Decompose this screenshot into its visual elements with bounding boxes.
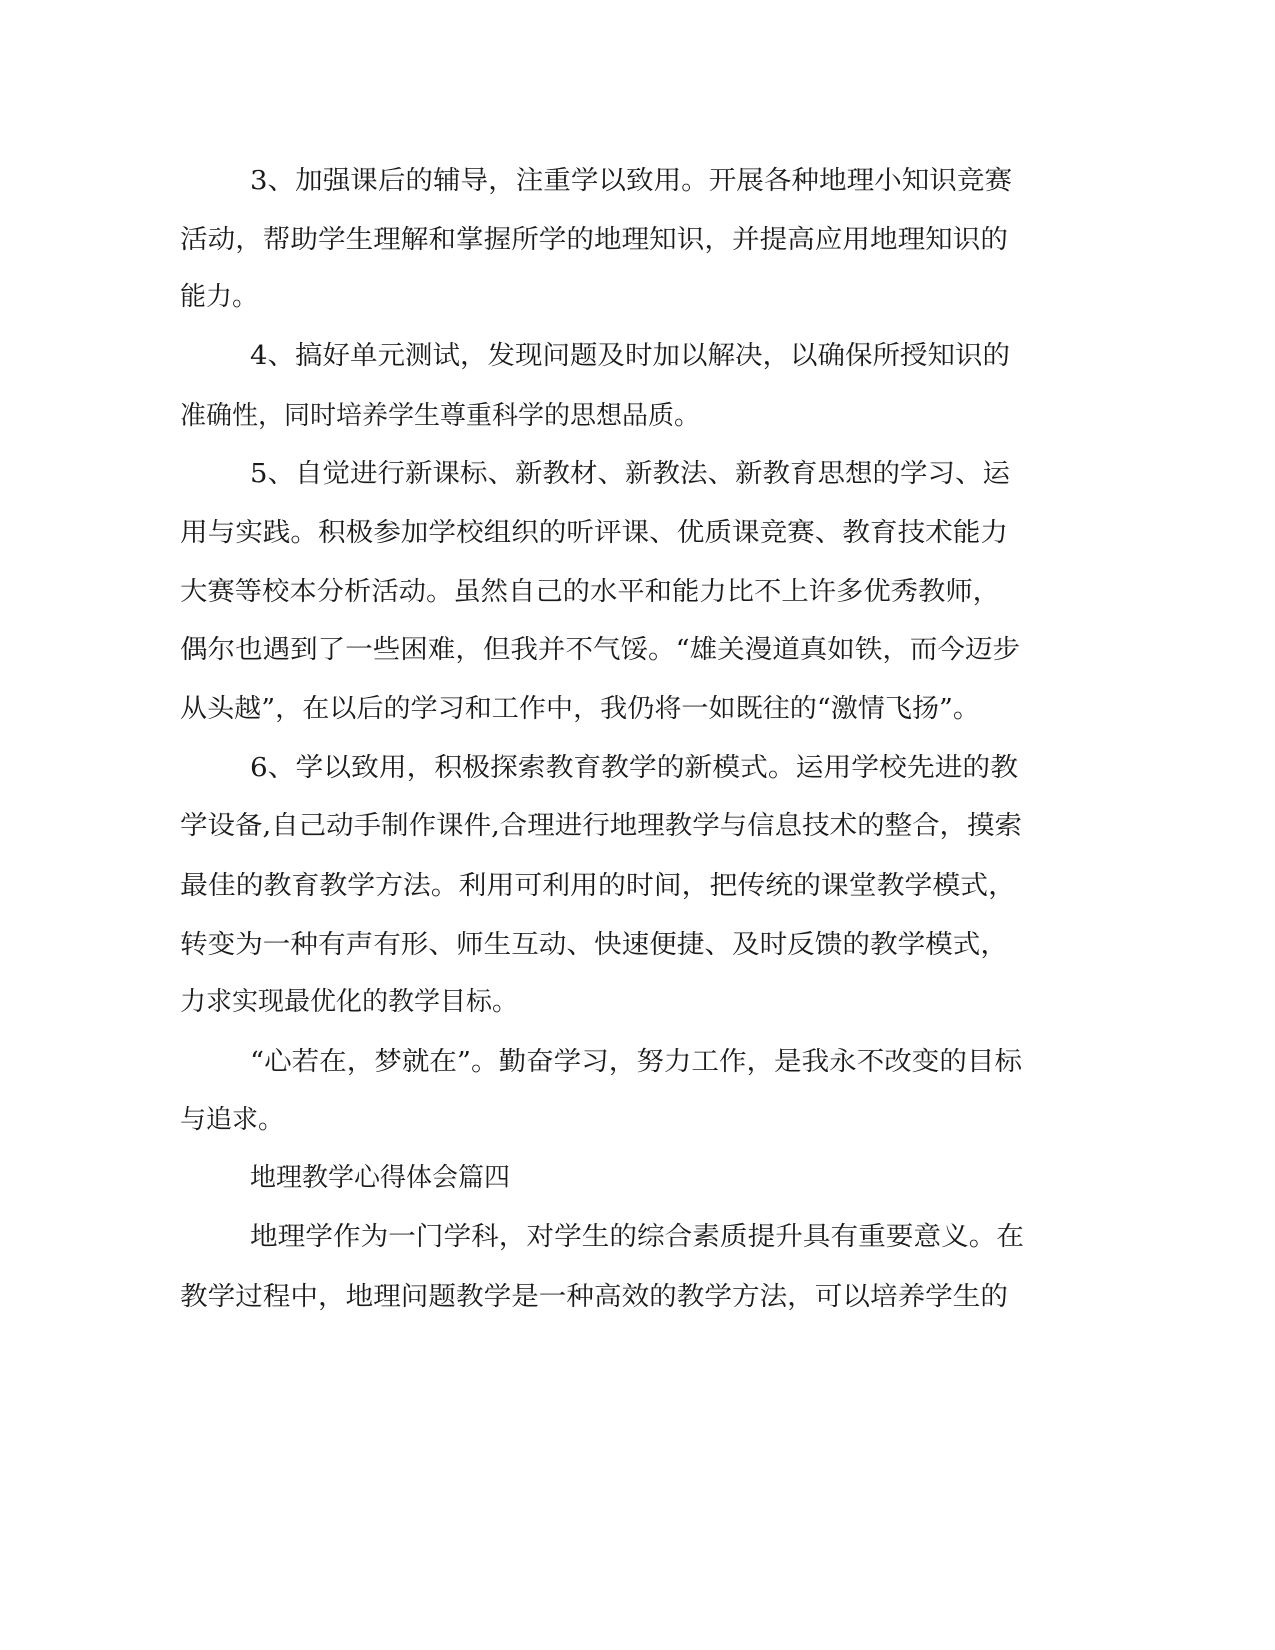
text-line-content: 用与实践。积极参加学校组织的听评课、优质课竞赛、教育技术能力 xyxy=(180,518,1008,548)
text-line xyxy=(0,220,1275,260)
text-line xyxy=(0,866,1275,906)
text-line xyxy=(0,630,1275,670)
text-line xyxy=(0,277,1275,317)
text-line-content: 4、搞好单元测试，发现问题及时加以解决，以确保所授知识的 xyxy=(250,341,1011,371)
text-line xyxy=(0,982,1275,1022)
text-line-content: 转变为一种有声有形、师生互动、快速便捷、及时反馈的教学模式， xyxy=(180,930,1008,960)
text-line-content: 5、自觉进行新课标、新教材、新教法、新教育思想的学习、运 xyxy=(250,459,1011,489)
text-line-content: 能力。 xyxy=(180,282,259,312)
text-line-content: 与追求。 xyxy=(180,1105,285,1135)
text-line-content: 从头越”，在以后的学习和工作中，我仍将一如既往的“激情飞扬”。 xyxy=(180,694,980,724)
text-line-content: 学设备,自己动手制作课件,合理进行地理教学与信息技术的整合，摸索 xyxy=(180,811,1023,841)
text-line-content: 活动，帮助学生理解和掌握所学的地理知识，并提高应用地理知识的 xyxy=(180,225,1008,255)
text-line-content: 3、加强课后的辅导，注重学以致用。开展各种地理小知识竞赛 xyxy=(250,166,1013,196)
text-line xyxy=(0,748,1275,788)
text-line-content: 地理学作为一门学科，对学生的综合素质提升具有重要意义。在 xyxy=(250,1222,1025,1252)
text-line xyxy=(0,1277,1275,1317)
text-line xyxy=(0,1217,1275,1257)
text-line-content: “心若在，梦就在”。勤奋学习，努力工作，是我永不改变的目标 xyxy=(250,1047,1023,1077)
text-line-content: 6、学以致用，积极探索教育教学的新模式。运用学校先进的教 xyxy=(250,753,1018,783)
text-line xyxy=(0,396,1275,436)
text-line-content: 大赛等校本分析活动。虽然自己的水平和能力比不上许多优秀教师， xyxy=(180,577,1001,607)
text-line xyxy=(0,161,1275,201)
text-line xyxy=(0,336,1275,376)
text-line-content: 准确性，同时培养学生尊重科学的思想品质。 xyxy=(180,401,701,431)
text-line-content: 教学过程中，地理问题教学是一种高效的教学方法，可以培养学生的 xyxy=(180,1282,1008,1312)
text-line xyxy=(0,1042,1275,1082)
text-line-content: 力求实现最优化的教学目标。 xyxy=(180,987,519,1017)
text-line xyxy=(0,454,1275,494)
text-line xyxy=(0,572,1275,612)
section-heading-text: 地理教学心得体会篇四 xyxy=(250,1163,511,1193)
text-line xyxy=(0,689,1275,729)
text-line xyxy=(0,513,1275,553)
text-line xyxy=(0,806,1275,846)
text-line-content: 最佳的教育教学方法。利用可利用的时间，把传统的课堂教学模式， xyxy=(180,871,1017,901)
text-line xyxy=(0,925,1275,965)
text-line-content: 偶尔也遇到了一些困难，但我并不气馁。“雄关漫道真如铁，而今迈步 xyxy=(180,635,1021,665)
section-heading xyxy=(0,1158,1275,1198)
text-line xyxy=(0,1100,1275,1140)
